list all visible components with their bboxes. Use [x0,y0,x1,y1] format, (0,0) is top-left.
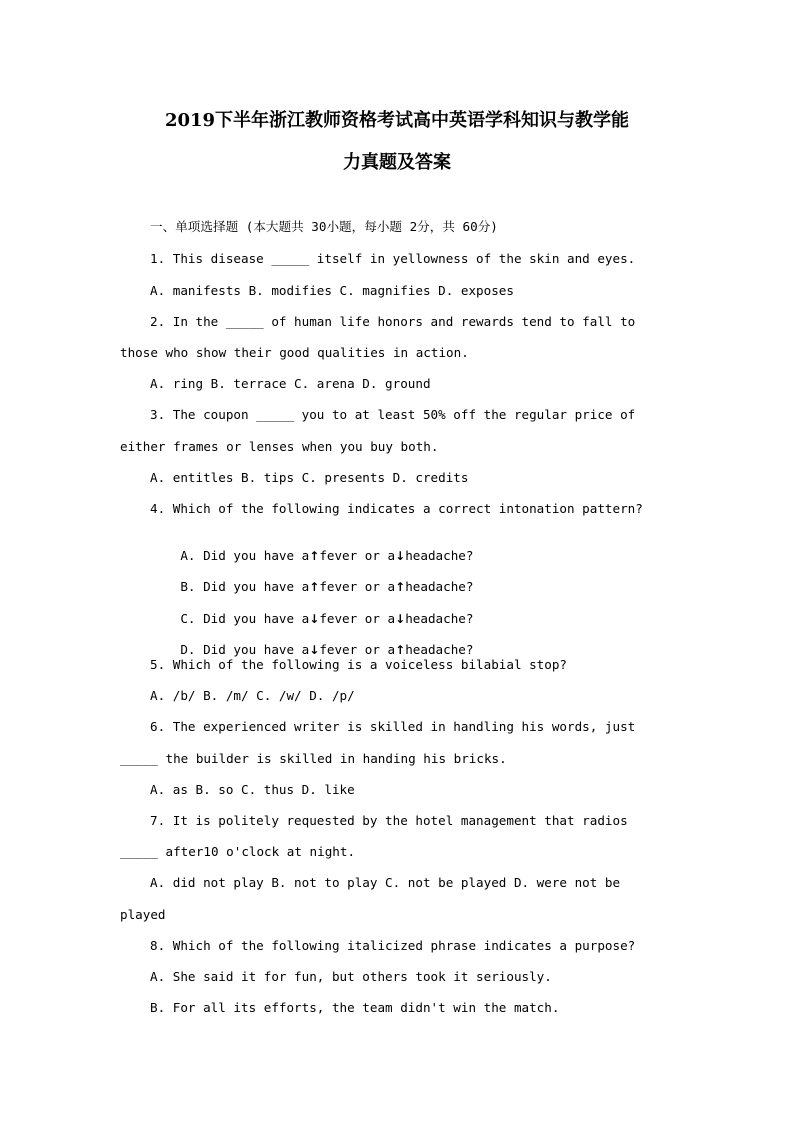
question-1-options: A. manifests B. modifies C. magnifies D. exposes [150,283,514,298]
rising-arrow-icon: ↑ [309,549,320,563]
rising-arrow-icon: ↑ [395,580,406,594]
option-a-text-middle: fever or a [319,548,396,563]
option-b-text-start: B. Did you have a [180,579,310,594]
falling-arrow-icon: ↓ [309,612,320,626]
question-7-options: A. did not play B. not to play C. not be played D. were not be [150,875,621,890]
option-d-text-end: headache? [405,642,474,657]
question-1-stem: 1. This disease _____ itself in yellowness of the skin and eyes. [150,251,636,266]
question-6-options: A. as B. so C. thus D. like [150,782,355,797]
document-title-line-2: 力真题及答案 [343,152,451,173]
falling-arrow-icon: ↓ [395,612,406,626]
rising-arrow-icon: ↑ [309,580,320,594]
question-8-stem: 8. Which of the following italicized phrase indicates a purpose? [150,938,636,953]
falling-arrow-icon: ↓ [395,549,406,563]
question-3-stem-continued: either frames or lenses when you buy both. [120,439,439,454]
question-3-options: A. entitles B. tips C. presents D. credits [150,470,469,485]
question-7-options-continued: played [120,907,166,922]
rising-arrow-icon: ↑ [395,643,406,657]
question-6-stem: 6. The experienced writer is skilled in handling his words, just [150,719,636,734]
option-c-text-end: headache? [405,611,474,626]
question-7-stem: 7. It is politely requested by the hotel management that radios [150,813,628,828]
section-heading: 一、单项选择题 (本大题共 30小题，每小题 2分，共 60分) [150,219,498,234]
question-8-option-a: A. She said it for fun, but others took it seriously. [150,969,552,984]
option-b-text-middle: fever or a [319,579,396,594]
question-4-stem: 4. Which of the following indicates a correct intonation pattern? [150,501,643,516]
question-5-stem: 5. Which of the following is a voiceless bilabial stop? [150,657,568,672]
question-2-options: A. ring B. terrace C. arena D. ground [150,376,431,391]
option-b-text-end: headache? [405,579,474,594]
option-c-text-start: C. Did you have a [180,611,310,626]
document-title-line-1: 2019下半年浙江教师资格考试高中英语学科知识与教学能 [164,110,630,131]
question-8-option-b: B. For all its efforts, the team didn't win the match. [150,1000,560,1015]
falling-arrow-icon: ↓ [309,643,320,657]
option-d-text-start: D. Did you have a [180,642,310,657]
question-7-stem-continued: _____ after10 o'clock at night. [120,844,356,859]
option-a-text-end: headache? [405,548,474,563]
question-2-stem-continued: those who show their good qualities in action. [120,345,469,360]
option-c-text-middle: fever or a [319,611,396,626]
question-3-stem: 3. The coupon _____ you to at least 50% off the regular price of [150,407,636,422]
question-2-stem: 2. In the _____ of human life honors and rewards tend to fall to [150,314,636,329]
option-d-text-middle: fever or a [319,642,396,657]
question-5-options: A. /b/ B. /m/ C. /w/ D. /p/ [150,688,355,703]
question-6-stem-continued: _____ the builder is skilled in handing his bricks. [120,751,507,766]
option-a-text-start: A. Did you have a [180,548,310,563]
